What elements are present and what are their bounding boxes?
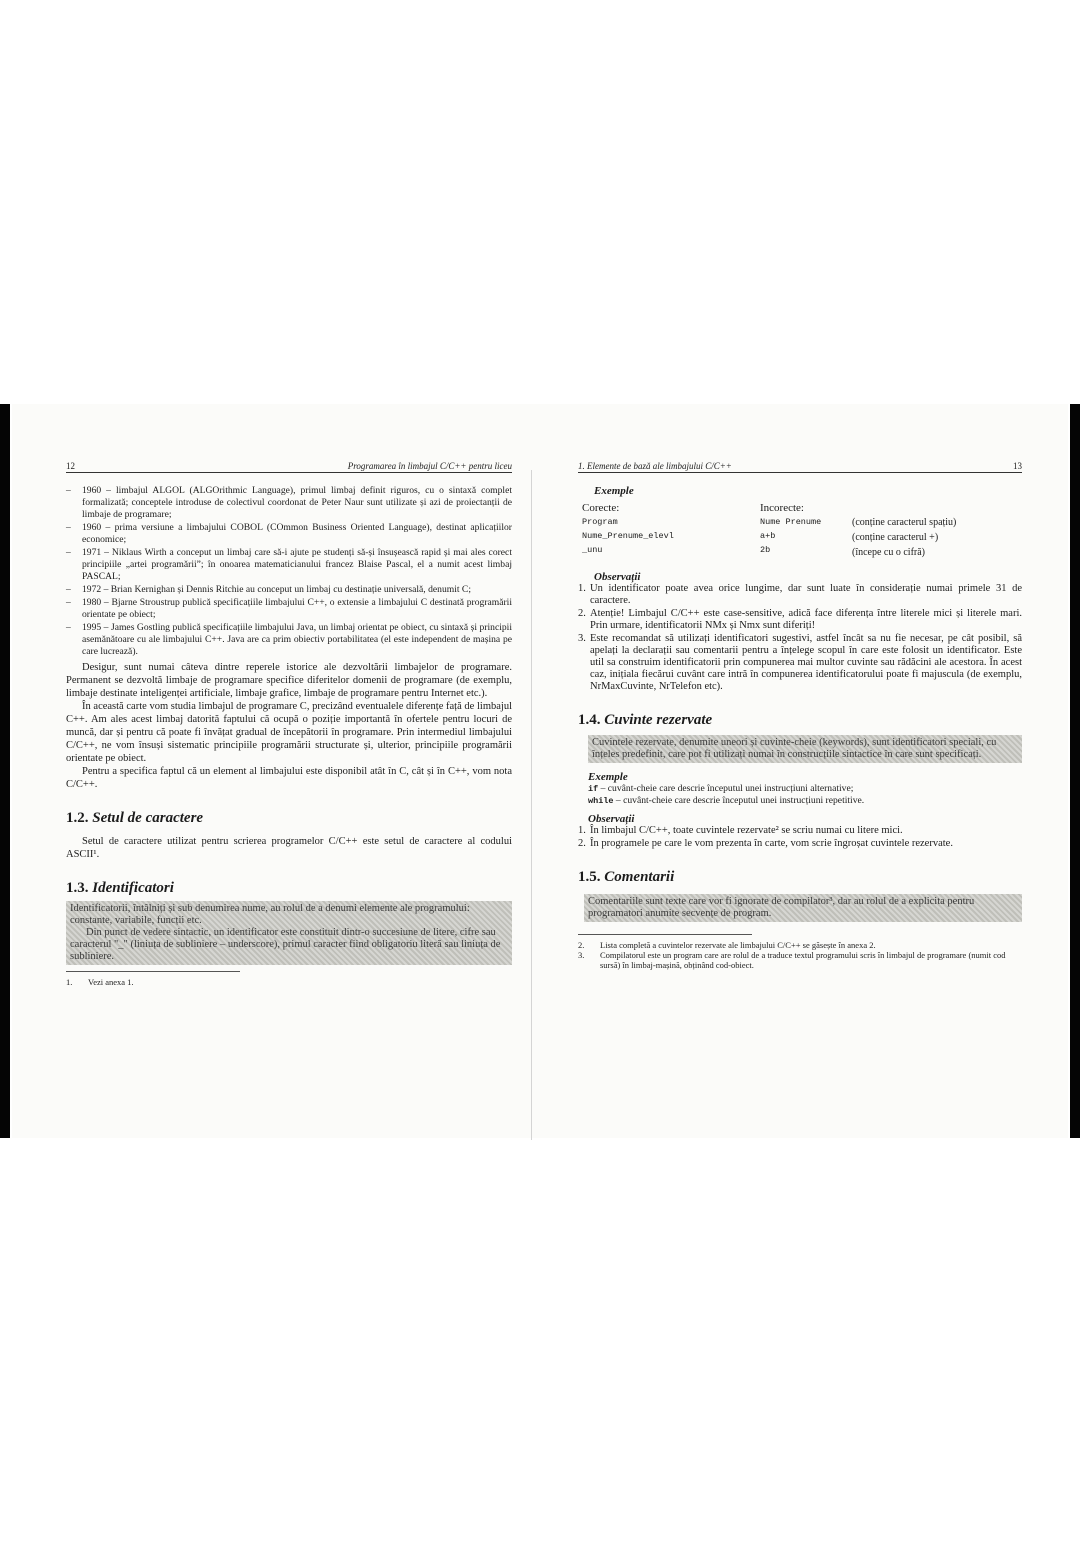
definition-box-comments bbox=[584, 894, 1022, 922]
footnote: 3. Compilatorul este un program care are rolul de a traduce textul programului scris în limbajul de programare (numit cod sursă) în limbaj-mașină, obținând cod-obiect. bbox=[578, 950, 1006, 970]
left-page bbox=[66, 456, 512, 987]
correct-identifier: _unu bbox=[582, 545, 603, 555]
incorrect-identifier: Nume Prenume bbox=[760, 517, 822, 527]
observations-list-2 bbox=[578, 825, 1022, 850]
observation-item: 3. Este recomandat să utilizați identificatori sugestivi, astfel încât sa nu fie necesar, pe cât posibil, să apelați la declarații sau comentarii pentru a înțelege scopul în care este folosit un identificator. Este util sa construim identificatorii prin compunerea mai multor cuvinte sau rădăcini ale acestora. În acest caz, inițiala fiecărui cuvânt care intră în compunerea identificatorului poate fi majuscula (de exemplu, NrMaxCuvinte, NrTelefon etc). bbox=[578, 633, 1022, 692]
history-item: – 1971 – Niklaus Wirth a conceput un limbaj care să-i ajute pe studenți să-și însușească rapid și mai ales corect principiile „artei programării”; în onoarea matematicianului francez Blaise Pascal, el a numit acest limbaj PASCAL; bbox=[66, 547, 512, 582]
definition-keywords: Cuvintele rezervate, denumite uneori și cuvinte-cheie (keywords), sunt identificatori speciali, cu înțeles predefinit, care pot fi utilizați numai în construcțiile sintactice în care sunt specificați. bbox=[592, 737, 997, 760]
paragraph-notation: Pentru a specifica faptul că un element al limbajului este disponibil atât în C, cât și în C++, vom nota C/C++. bbox=[66, 766, 512, 790]
footnote-rule bbox=[578, 934, 752, 935]
paragraph-character-set: Setul de caractere utilizat pentru scrierea programelor C/C++ este setul de caractere al codului ASCII¹. bbox=[66, 836, 512, 860]
footnote: 2. Lista completă a cuvintelor rezervate ale limbajului C/C++ se găsește în anexa 2. bbox=[578, 940, 876, 950]
incorrect-reasons bbox=[852, 515, 1022, 560]
paragraph-history-summary: Desigur, sunt numai câteva dintre reperele istorice ale dezvoltării limbajelor de programare. Permanent se dezvoltă limbaje de programare specifice diferitelor domenii de programare (de exemplu, limbaje destinate inteligenței artificiale, limbaje grafice, limbaje de programare pentru Internet etc.). bbox=[66, 662, 512, 699]
left-page-number: 12 bbox=[66, 461, 75, 471]
incorrect-identifier: a+b bbox=[760, 531, 776, 541]
section-heading-1-5: 1.5. Comentarii bbox=[578, 869, 675, 885]
observations-label-2: Observații bbox=[588, 813, 635, 825]
history-item: – 1960 – limbajul ALGOL (ALGOrithmic Language), primul limbaj definit riguros, cu o sintaxă complet formalizată; conceptele introduse de colectivul coordonat de Peter Naur sunt utilizate și azi de proiectanții de limbaje de programare; bbox=[66, 485, 512, 520]
left-running-title: Programarea în limbajul C/C++ pentru liceu bbox=[347, 461, 512, 471]
footnote-rule bbox=[66, 971, 240, 972]
paragraph-book-scope: În această carte vom studia limbajul de programare C, precizând eventualele diferențe față de limbajul C++. Am ales acest limbaj datorită faptului că ocupă o poziție importantă în ofertele pentru locuri de muncă, dar și pentru că poate fi învățat gradual de începătorii în programare. Prin intermediul limbajului C/C++, ne vom însuși sistematic principiile programării structurate și, ulterior, principiile programării orientate pe obiect. bbox=[66, 701, 512, 764]
right-running-title: 1. Elemente de bază ale limbajului C/C++ bbox=[578, 461, 732, 471]
observations-label: Observații bbox=[594, 571, 641, 583]
definition-box-keywords bbox=[588, 735, 1022, 763]
history-item: – 1980 – Bjarne Stroustrup publică specificațiile limbajului C++, o extensie a limbajului C destinată programării orientate pe obiect; bbox=[66, 597, 512, 620]
observation-item: 2. În programele pe care le vom prezenta în carte, vom scrie îngroșat cuvintele rezervate. bbox=[578, 838, 953, 849]
keyword-example: if – cuvânt-cheie care descrie începutul unei instrucțiuni alternative; bbox=[588, 783, 854, 794]
history-item: – 1960 – prima versiune a limbajului COBOL (COmmon Business Oriented Language), destinat aplicațiilor economice; bbox=[66, 522, 512, 545]
observation-item: 2. Atenție! Limbajul C/C++ este case-sensitive, adică face diferența între literele mici și literele mari. Prin urmare, identificatorii NMx și Nmx sunt diferiți! bbox=[578, 608, 1022, 631]
right-running-header bbox=[578, 456, 1022, 473]
footnote: 1. Vezi anexa 1. bbox=[66, 977, 134, 987]
history-list bbox=[66, 485, 512, 658]
incorrect-reason: (începe cu o cifră) bbox=[852, 547, 926, 558]
incorrect-identifier: 2b bbox=[760, 545, 771, 555]
keyword-example: while – cuvânt-cheie care descrie începutul unei instrucțiuni repetitive. bbox=[588, 795, 865, 806]
right-frame-edge bbox=[1070, 404, 1080, 1138]
section-heading-1-4: 1.4. Cuvinte rezervate bbox=[578, 712, 713, 728]
correct-examples: Corecte: Program Nume_Prenume_elevl _unu bbox=[582, 501, 752, 557]
observations-list bbox=[578, 583, 1022, 693]
keyword-examples bbox=[588, 783, 1022, 807]
definition-identifiers: Identificatorii, întâlniți și sub denumirea nume, au rolul de a denumi elemente ale programului: constante, variabile, funcții etc. bbox=[70, 903, 470, 926]
page-gutter bbox=[531, 470, 532, 1140]
observation-item: 1. Un identificator poate avea orice lungime, dar sunt luate în considerație numai primele 31 de caractere. bbox=[578, 583, 1022, 606]
left-running-header bbox=[66, 456, 512, 473]
definition-box-identifiers bbox=[66, 901, 512, 965]
examples-label-2: Exemple bbox=[588, 771, 628, 783]
definition-identifier-syntax: Din punct de vedere sintactic, un identificator este constituit dintr-o succesiune de litere, cifre sau caracterul "_" (liniuța de subliniere – underscore), primul caracter fiind obligatoriu literă sau liniuța de subliniere. bbox=[70, 927, 501, 962]
incorrect-examples: Incorecte: Nume Prenume a+b 2b bbox=[760, 501, 850, 557]
definition-comments: Comentariile sunt texte care vor fi ignorate de compilator³, dar au rolul de a explicita pentru programatori anumite secvențe de program. bbox=[588, 896, 975, 919]
correct-identifier: Program bbox=[582, 517, 618, 527]
right-page-number: 13 bbox=[1013, 461, 1022, 471]
incorrect-reason: (conține caracterul +) bbox=[852, 532, 939, 543]
section-heading-1-2: 1.2. Setul de caractere bbox=[66, 810, 204, 826]
history-item: – 1972 – Brian Kernighan și Dennis Ritchie au conceput un limbaj cu destinație universală, denumit C; bbox=[66, 584, 471, 595]
incorrect-reason: (conține caracterul spațiu) bbox=[852, 517, 957, 528]
history-item: – 1995 – James Gostling publică specificațiile limbajului Java, un limbaj orientat pe obiect, cu sintaxă și principii asemănătoare cu ale limbajului C++. Java are ca prim obiectiv portabilitatea (el este independent de mașina pe care lucrează). bbox=[66, 622, 512, 657]
examples-label: Exemple bbox=[594, 485, 634, 497]
identifier-examples bbox=[578, 501, 1022, 565]
left-frame-edge bbox=[0, 404, 10, 1138]
correct-identifier: Nume_Prenume_elevl bbox=[582, 531, 674, 541]
right-page bbox=[578, 456, 1022, 970]
section-heading-1-3: 1.3. Identificatori bbox=[66, 880, 174, 896]
observation-item: 1. În limbajul C/C++, toate cuvintele rezervate² se scriu numai cu litere mici. bbox=[578, 825, 903, 836]
